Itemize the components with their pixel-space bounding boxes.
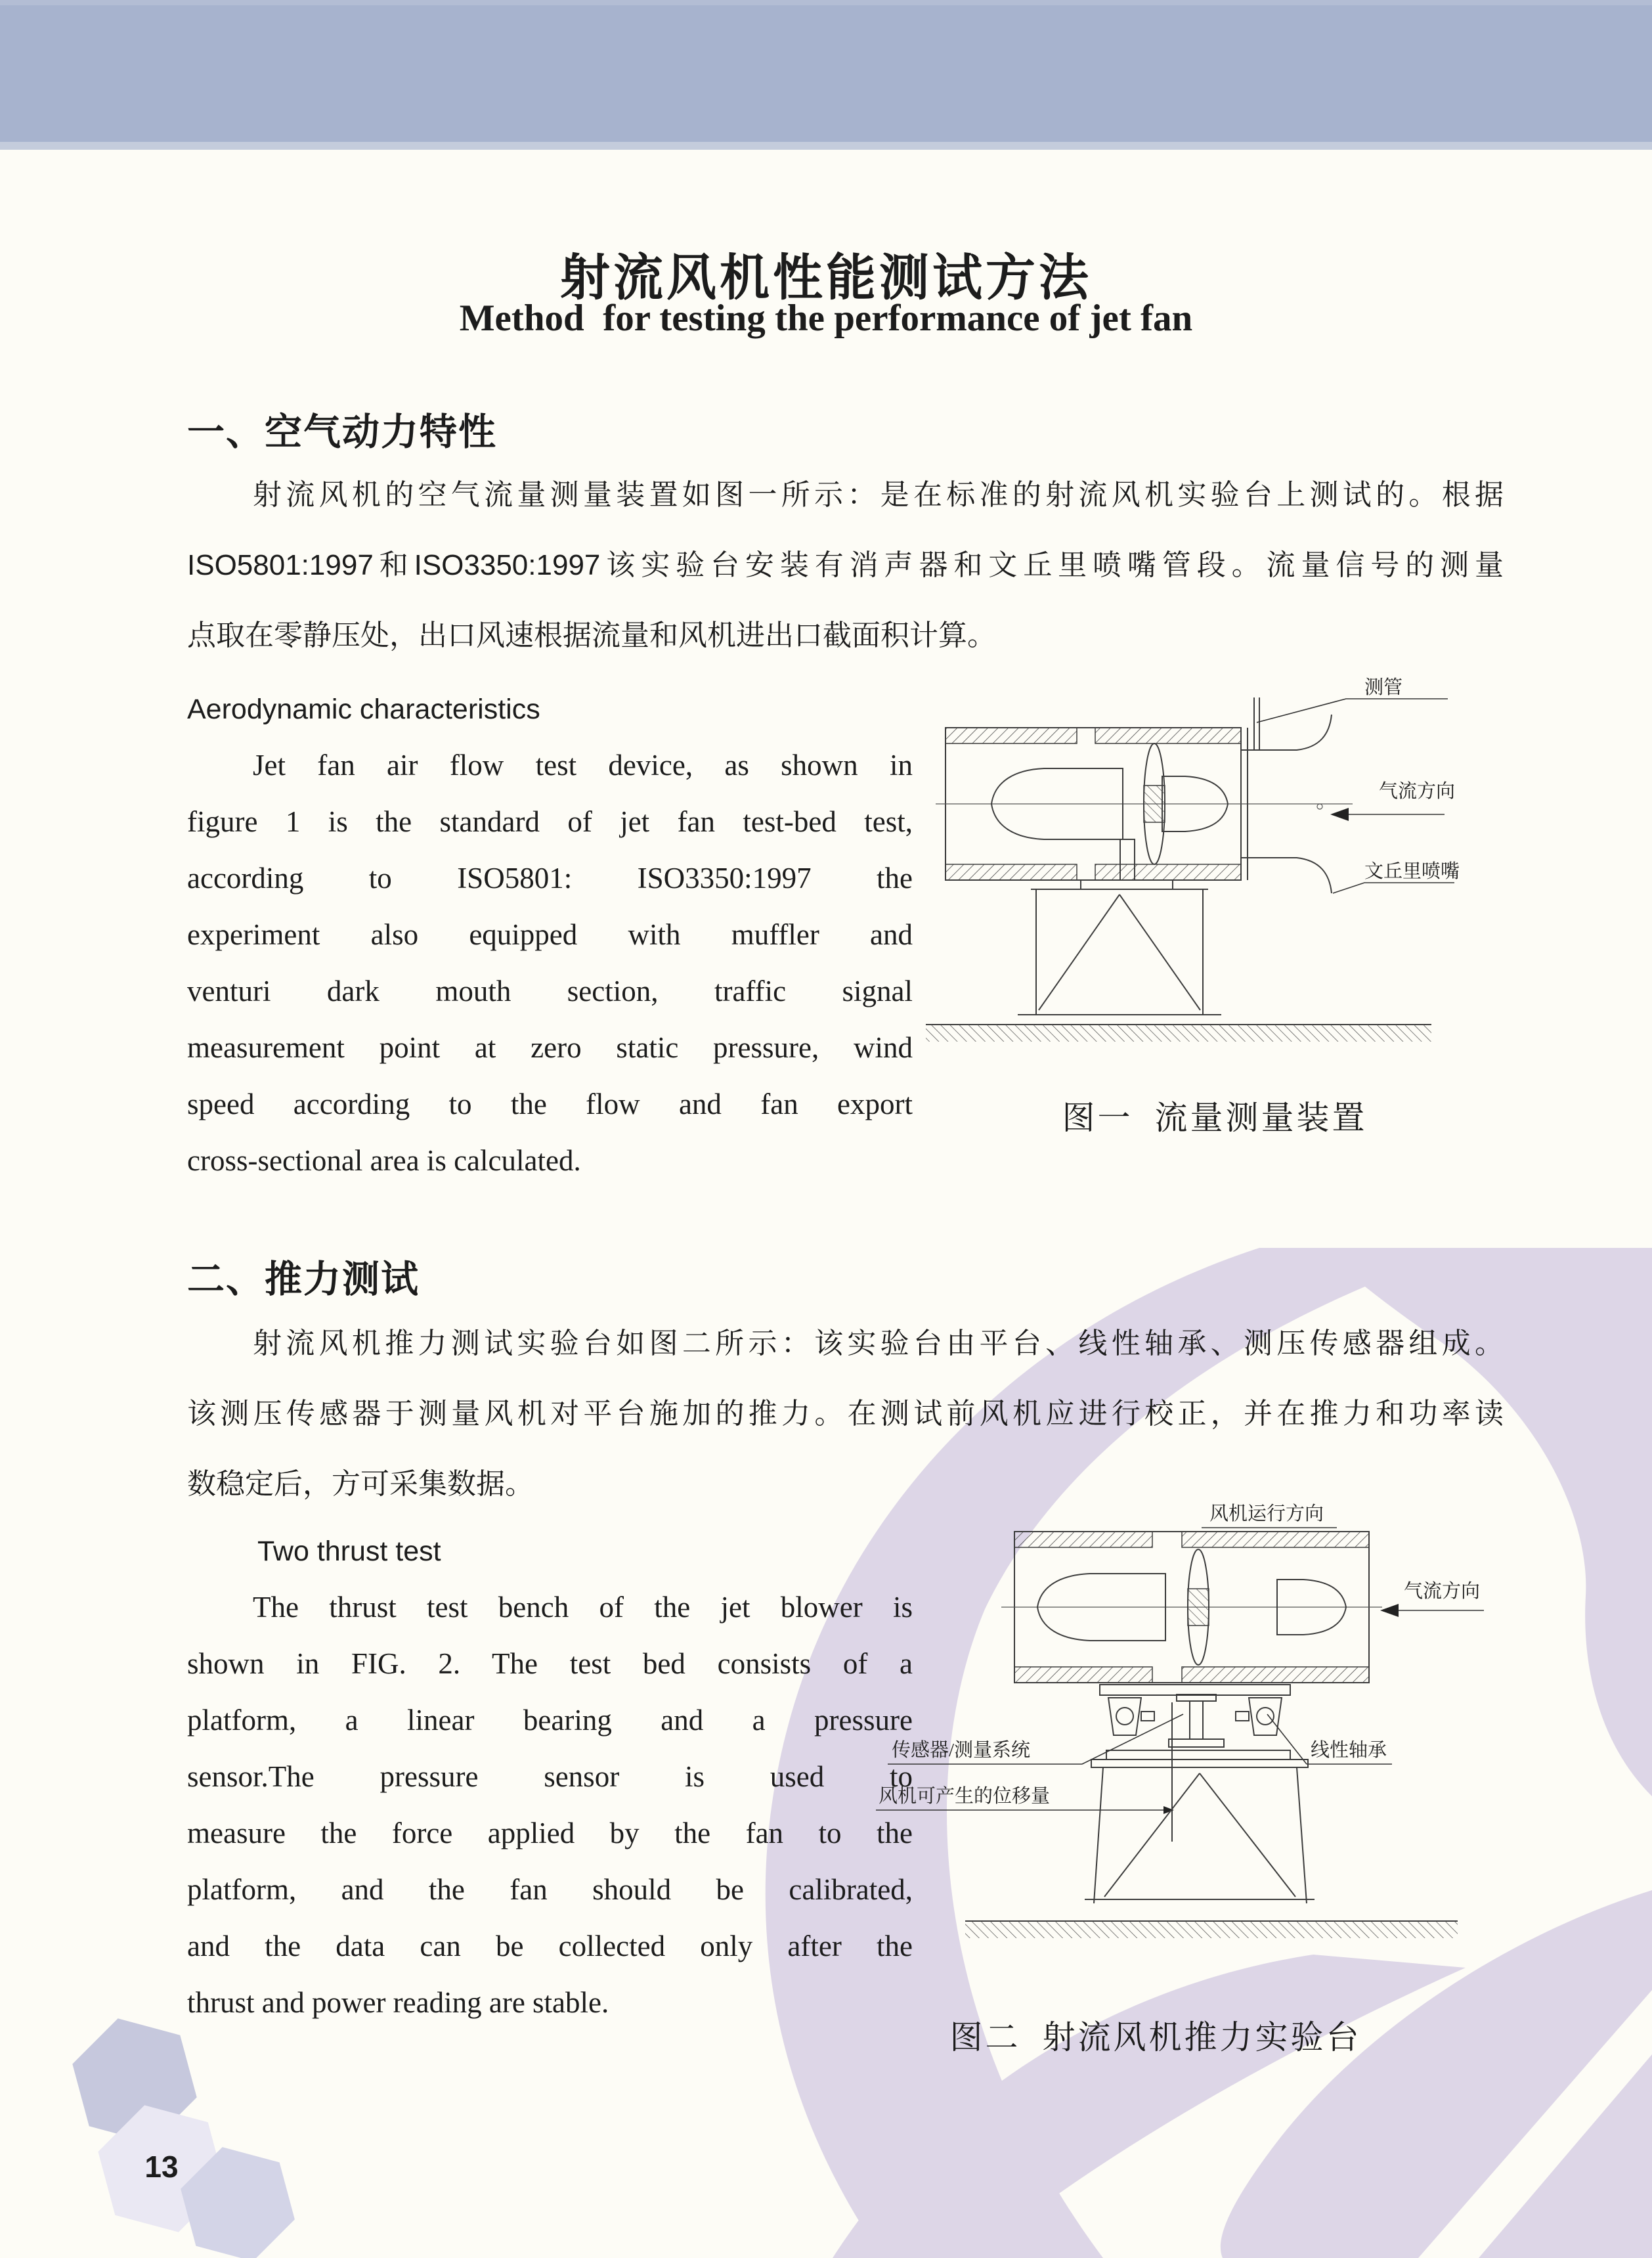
figure2-label-fan-running-direction: 风机运行方向	[1209, 1503, 1324, 1524]
figure2-label-sensor-system: 传感器/测量系统	[892, 1740, 1031, 1761]
zh-text-line: 点取在零静压处，出口风速根据流量和风机进出口截面积计算。	[187, 619, 996, 652]
en-text-line: cross-sectional area is calculated.	[187, 1144, 581, 1177]
en-text-line: according to ISO5801: ISO3350:1997 the	[187, 862, 913, 895]
en-text-line: venturi dark mouth section, traffic signal	[187, 975, 913, 1007]
zh-text-line: 数稳定后，方可采集数据。	[187, 1468, 534, 1500]
figure2-label-fan-displacement: 风机可产生的位移量	[879, 1786, 1051, 1807]
en-text-line: The thrust test bench of the jet blower is	[253, 1591, 913, 1624]
en-text-line: figure 1 is the standard of jet fan test-bed test,	[187, 805, 913, 838]
figure1-label-measuring-tube: 测管	[1364, 677, 1403, 698]
section1-heading-zh: 一、空气动力特性	[187, 411, 497, 453]
en-text-line: sensor.The pressure sensor is used to	[187, 1760, 913, 1793]
section2-paragraph-en	[187, 1579, 913, 2031]
en-text-line: platform, and the fan should be calibrated,	[187, 1873, 913, 1906]
en-text-line: speed according to the flow and fan export	[187, 1088, 913, 1120]
figure-1-caption: 图一 流量测量装置	[1062, 1099, 1368, 1136]
figure-2-diagram	[873, 1497, 1652, 1957]
en-text-line: measure the force applied by the fan to the	[187, 1817, 913, 1849]
section2-heading-en: Two thrust test	[257, 1536, 441, 1567]
figure2-label-airflow-direction: 气流方向	[1404, 1581, 1481, 1602]
en-text-line: shown in FIG. 2. The test bed consists of a	[187, 1647, 913, 1680]
en-text-line: measurement point at zero static pressure, wind	[187, 1031, 913, 1064]
figure2-label-linear-bearing: 线性轴承	[1311, 1740, 1387, 1761]
en-text-line: experiment also equipped with muffler and	[187, 918, 913, 951]
section1-paragraph-zh	[187, 460, 1504, 671]
en-text-line: platform, a linear bearing and a pressure	[187, 1704, 913, 1737]
page-number: 13	[144, 2150, 179, 2184]
section1-heading-en: Aerodynamic characteristics	[187, 694, 540, 725]
figure-2-caption: 图二 射流风机推力实验台	[949, 2019, 1362, 2056]
en-text-line: thrust and power reading are stable.	[187, 1986, 609, 2019]
page-title-zh: 射流风机性能测试方法	[560, 250, 1092, 306]
zh-text-line: 该测压传感器于测量风机对平台施加的推力。在测试前风机应进行校正，并在推力和功率读	[187, 1398, 1504, 1430]
section1-paragraph-en	[187, 737, 913, 1189]
figure1-label-venturi-nozzle: 文丘里喷嘴	[1364, 861, 1460, 882]
airflow-arrowhead	[1330, 808, 1349, 821]
en-text-line: and the data can be collected only after the	[187, 1930, 913, 1962]
figure-1-diagram	[926, 657, 1648, 1117]
zh-text-line: 射流风机推力测试实验台如图二所示：该实验台由平台、线性轴承、测压传感器组成。	[253, 1327, 1504, 1360]
page-title-en: Method for testing the performance of jet fan	[459, 298, 1193, 339]
en-text-line: Jet fan air flow test device, as shown in	[253, 749, 913, 782]
section2-heading-zh: 二、推力测试	[187, 1258, 420, 1300]
zh-text-line: ISO5801:1997和ISO3350:1997该实验台安装有消声器和文丘里喷嘴管段。流量信号的测量	[187, 549, 1504, 581]
zh-text-line: 射流风机的空气流量测量装置如图一所示：是在标准的射流风机实验台上测试的。根据	[253, 479, 1504, 511]
section2-paragraph-zh	[187, 1308, 1504, 1519]
figure1-label-airflow-direction: 气流方向	[1379, 781, 1456, 802]
airflow-arrowhead	[1380, 1604, 1399, 1617]
